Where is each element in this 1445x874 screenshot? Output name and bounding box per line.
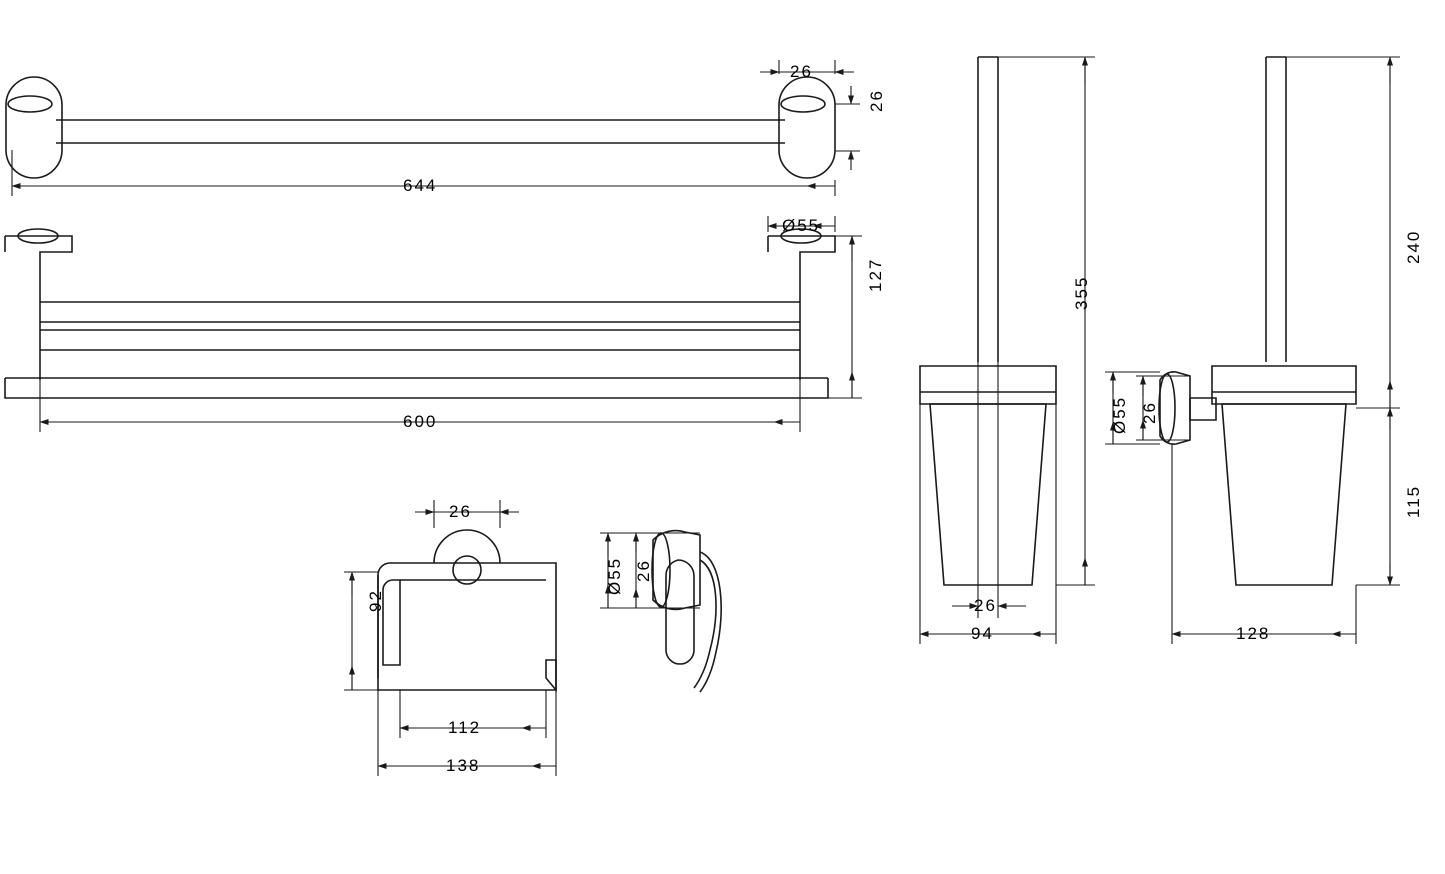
dim-label-tbs-lower-height: 115 — [1404, 484, 1423, 518]
dim-label-tbf-total-height: 355 — [1072, 275, 1091, 310]
dim-label-tb-wall-plate-width: 26 — [790, 62, 813, 81]
toilet-brush-front-geometry — [920, 57, 1056, 585]
toilet-brush-side-geometry — [1159, 57, 1356, 585]
double-towel-bar-geometry — [5, 229, 835, 398]
dim-label-tp-overall-width: 138 — [446, 756, 481, 775]
dim-label-dtb-flange-diameter: Ø55 — [782, 216, 821, 235]
dim-label-tbs-projection: 128 — [1236, 624, 1271, 643]
dim-label-tbf-overall-width: 94 — [971, 624, 994, 643]
dim-label-tp-height: 92 — [366, 589, 385, 612]
dim-label-dtb-projection: 127 — [866, 257, 885, 292]
toilet-brush-front-dimensions — [920, 57, 1095, 644]
double-towel-bar-dimensions — [40, 216, 862, 432]
dim-label-srh-flange-diameter: Ø55 — [605, 556, 624, 595]
toilet-brush-side-dimensions — [1105, 57, 1400, 644]
spare-roll-holder-geometry — [652, 531, 721, 692]
single-towel-bar-geometry — [6, 77, 835, 178]
dim-label-tbs-flange-depth: 26 — [1140, 401, 1159, 424]
toilet-paper-holder-geometry — [378, 530, 556, 690]
dim-label-tbf-neck-width: 26 — [974, 596, 997, 615]
dim-label-tb-overall-length: 644 — [403, 176, 438, 195]
dim-label-srh-flange-depth: 26 — [634, 559, 653, 582]
dim-label-tbs-flange-diameter: Ø55 — [1110, 395, 1129, 434]
dim-label-tp-inner-width: 112 — [448, 718, 482, 737]
dim-label-tp-plate-width: 26 — [449, 502, 472, 521]
dim-label-tb-wall-plate-depth: 26 — [867, 89, 886, 112]
dim-label-dtb-overall-length: 600 — [403, 412, 438, 431]
dim-label-tbs-upper-height: 240 — [1404, 229, 1423, 264]
